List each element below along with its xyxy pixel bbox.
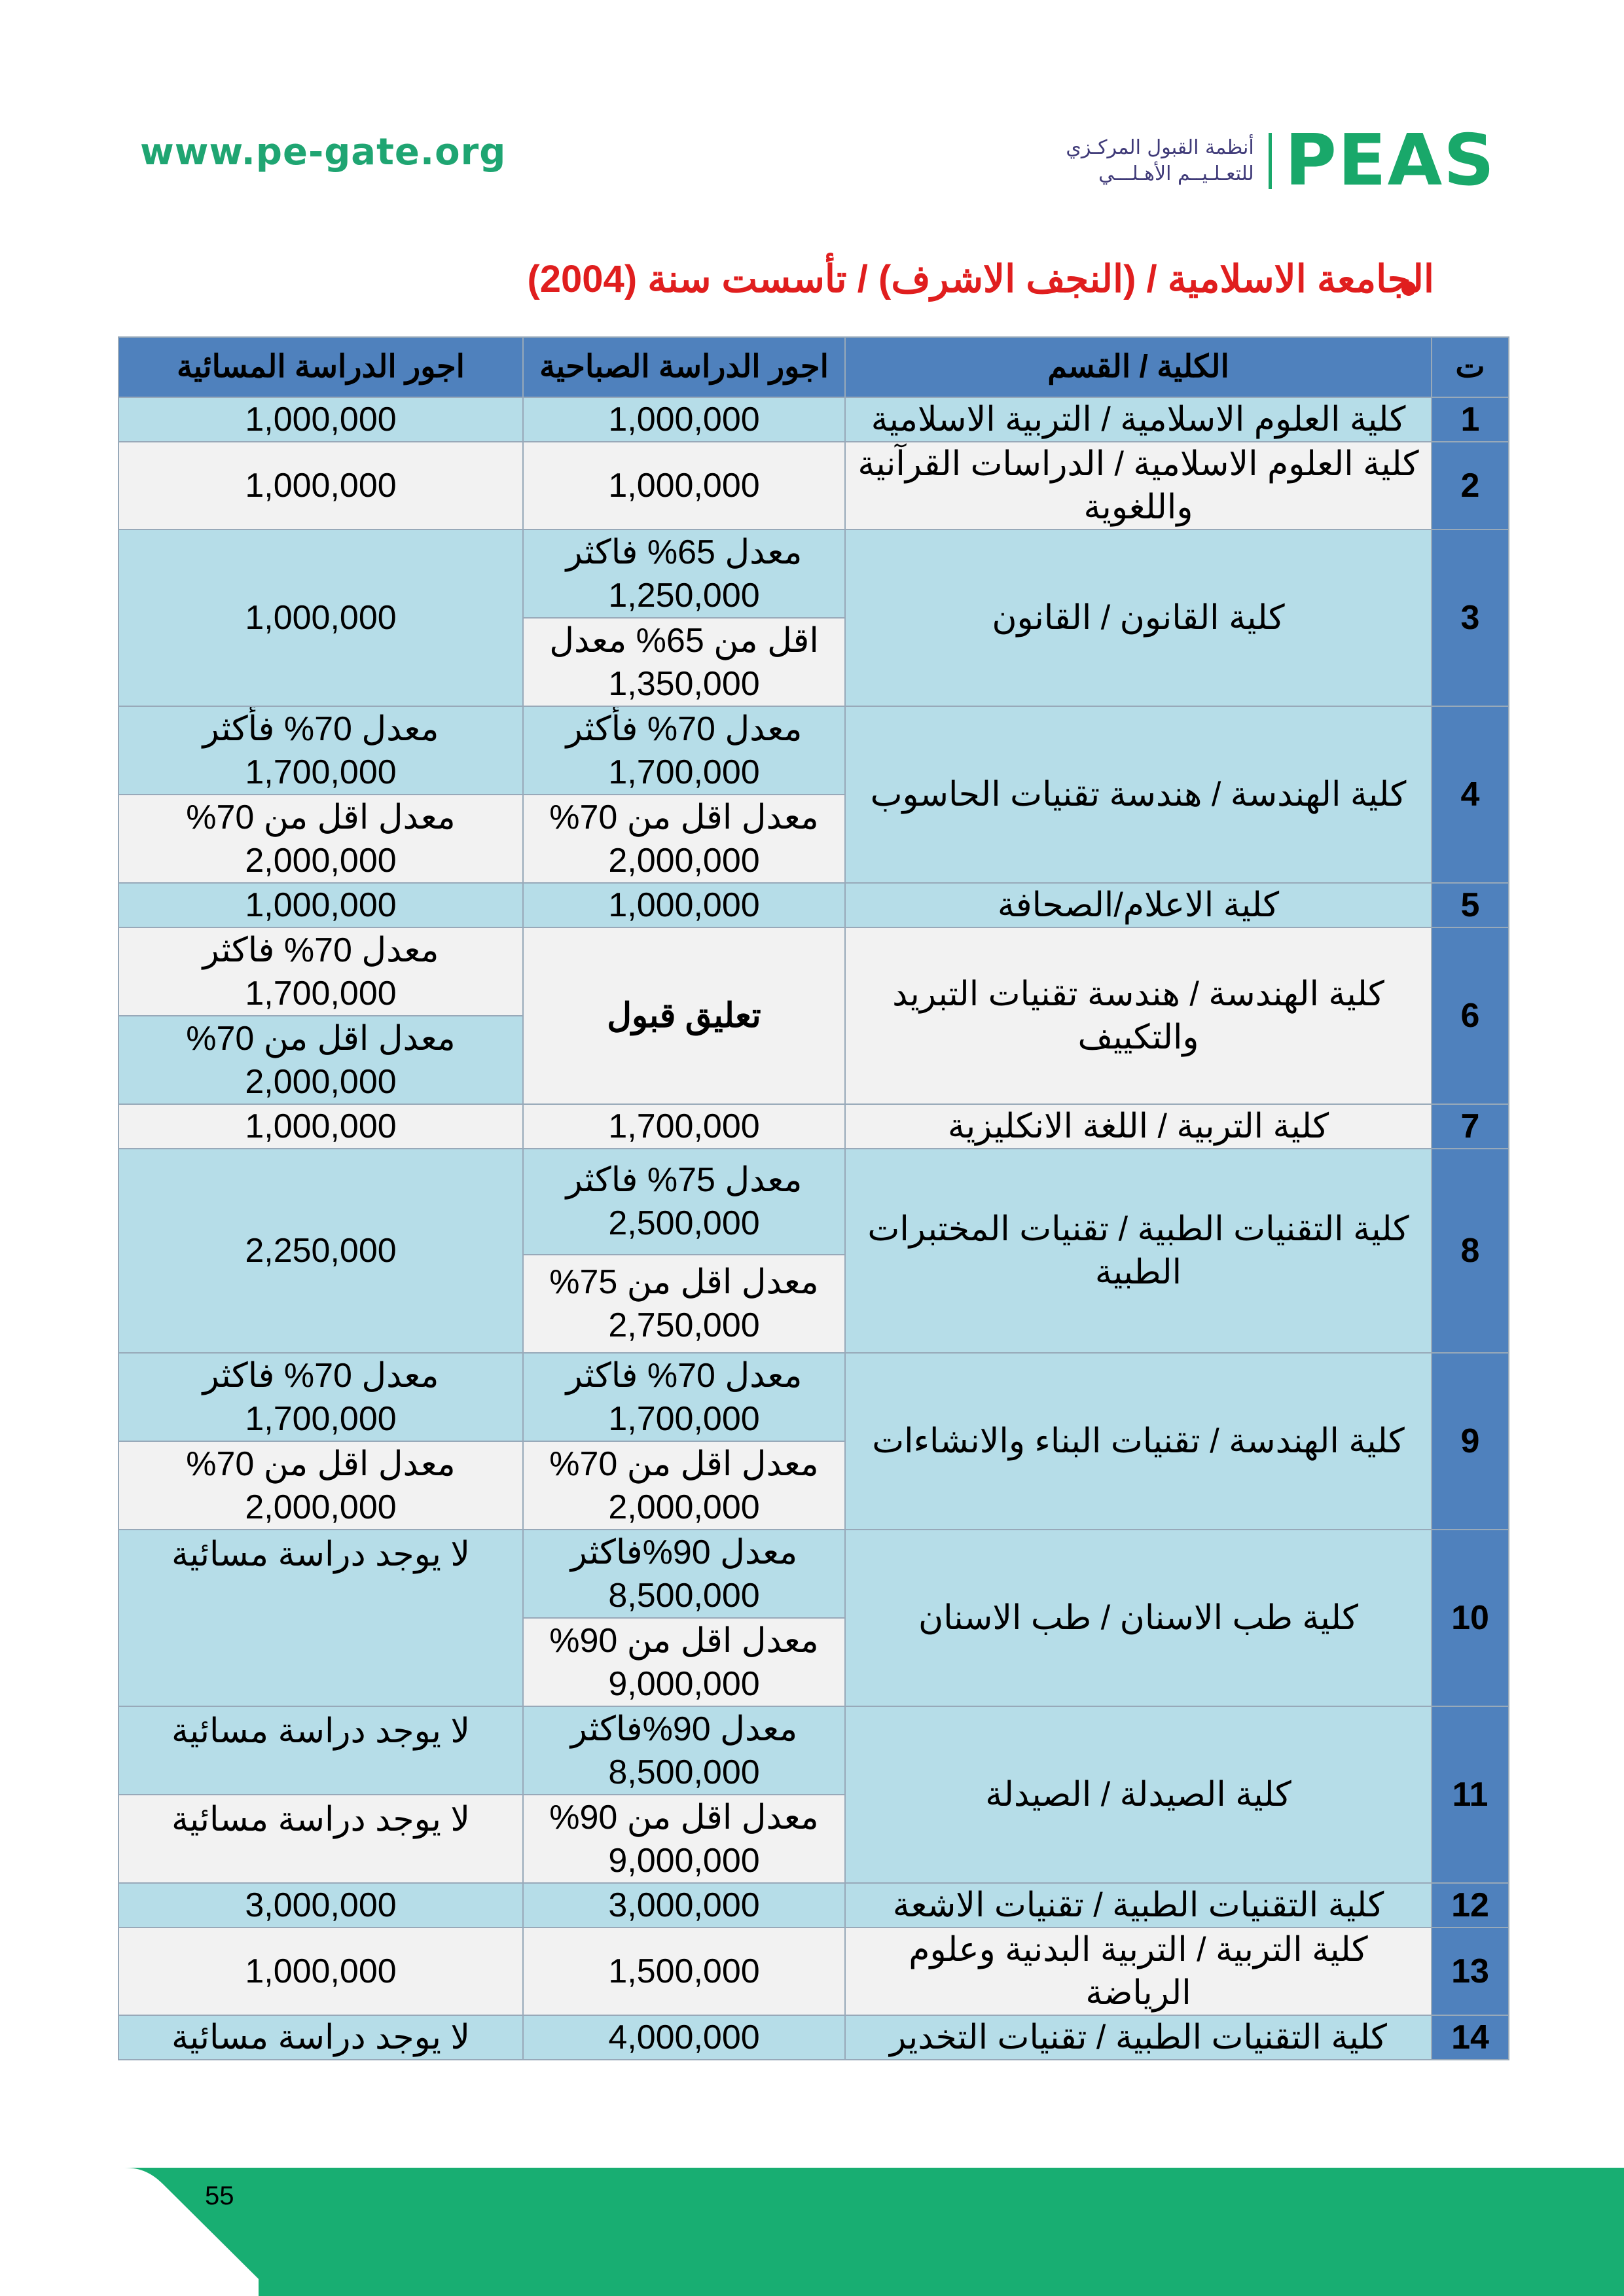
college-name: كلية التقنيات الطبية / تقنيات التخدير	[845, 2015, 1432, 2060]
morning-fee-high: معدل 70% فأكثر 1,700,000	[523, 706, 845, 795]
row-number: 13	[1432, 1928, 1509, 2015]
morning-fee-low: اقل من 65% معدل 1,350,000	[523, 618, 845, 706]
morning-fee-high: معدل 90%فاكثر 8,500,000	[523, 1530, 845, 1618]
logo-line-1: أنظمة القبول المركـزي	[1066, 136, 1254, 159]
college-name: كلية العلوم الاسلامية / الدراسات القرآنية واللغوية	[845, 442, 1432, 529]
no-evening-study: لا يوجد دراسة مسائية	[118, 1795, 523, 1883]
no-evening-study: لا يوجد دراسة مسائية	[118, 1706, 523, 1795]
row-number: 12	[1432, 1883, 1509, 1928]
morning-fee-high: معدل 75% فاكثر 2,500,000	[523, 1149, 845, 1255]
morning-fee: 1,000,000	[523, 397, 845, 442]
table-row	[118, 706, 1509, 795]
row-number: 2	[1432, 442, 1509, 529]
page-title: الجامعة الاسلامية / (النجف الاشرف) / تأسست سنة (2004)	[527, 258, 1434, 300]
evening-fee-low: معدل اقل من 70% 2,000,000	[118, 795, 523, 883]
table-row	[118, 1149, 1509, 1255]
logo-line-2: للتعـلـيــم الأهـلـــي	[1098, 162, 1254, 185]
table-header-row	[118, 337, 1509, 397]
morning-fee-low: معدل اقل من 90% 9,000,000	[523, 1618, 845, 1706]
evening-fee-low: معدل اقل من 70% 2,000,000	[118, 1016, 523, 1104]
fees-table	[118, 336, 1509, 2060]
morning-fee: 3,000,000	[523, 1883, 845, 1928]
college-name: كلية التربية / اللغة الانكليزية	[845, 1104, 1432, 1149]
morning-fee: 4,000,000	[523, 2015, 845, 2060]
morning-fee-high: معدل 70% فاكثر 1,700,000	[523, 1353, 845, 1441]
table-row	[118, 529, 1509, 618]
logo-divider	[1269, 133, 1272, 189]
morning-fee-low: معدل اقل من 70% 2,000,000	[523, 795, 845, 883]
evening-fee-low: معدل اقل من 70% 2,000,000	[118, 1441, 523, 1530]
table-row	[118, 442, 1509, 529]
evening-fee: 1,000,000	[118, 883, 523, 927]
college-name: كلية العلوم الاسلامية / التربية الاسلامية	[845, 397, 1432, 442]
college-name: كلية التقنيات الطبية / تقنيات الاشعة	[845, 1883, 1432, 1928]
header-college: الكلية / القسم	[845, 337, 1432, 397]
evening-fee-high: معدل 70% فاكثر 1,700,000	[118, 927, 523, 1016]
evening-fee: 1,000,000	[118, 529, 523, 706]
college-name: كلية القانون / القانون	[845, 529, 1432, 706]
college-name: كلية طب الاسنان / طب الاسنان	[845, 1530, 1432, 1706]
evening-fee: 1,000,000	[118, 397, 523, 442]
evening-fee: 3,000,000	[118, 1883, 523, 1928]
row-number: 5	[1432, 883, 1509, 927]
evening-fee: 2,250,000	[118, 1149, 523, 1353]
morning-fee-low: معدل اقل من 90% 9,000,000	[523, 1795, 845, 1883]
header-morning: اجور الدراسة الصباحية	[523, 337, 845, 397]
morning-fee: 1,700,000	[523, 1104, 845, 1149]
row-number: 11	[1432, 1706, 1509, 1883]
morning-fee-low: معدل اقل من 75% 2,750,000	[523, 1255, 845, 1353]
header-evening: اجور الدراسة المسائية	[118, 337, 523, 397]
college-name: كلية التقنيات الطبية / تقنيات المختبرات الطبية	[845, 1149, 1432, 1353]
table-row	[118, 1883, 1509, 1928]
row-number: 4	[1432, 706, 1509, 883]
table-row	[118, 1530, 1509, 1618]
table-row	[118, 2015, 1509, 2060]
row-number: 9	[1432, 1353, 1509, 1530]
college-name: كلية الهندسة / هندسة تقنيات الحاسوب	[845, 706, 1432, 883]
row-number: 7	[1432, 1104, 1509, 1149]
morning-fee: 1,500,000	[523, 1928, 845, 2015]
college-name: كلية الهندسة / تقنيات البناء والانشاءات	[845, 1353, 1432, 1530]
row-number: 6	[1432, 927, 1509, 1104]
no-evening-study: لا يوجد دراسة مسائية	[118, 2015, 523, 2060]
morning-fee: 1,000,000	[523, 442, 845, 529]
row-number: 3	[1432, 529, 1509, 706]
morning-fee-high: معدل 90%فاكثر 8,500,000	[523, 1706, 845, 1795]
logo-arabic-text	[1066, 135, 1254, 187]
college-name: كلية الهندسة / هندسة تقنيات التبريد والتكييف	[845, 927, 1432, 1104]
page-number: 55	[205, 2181, 234, 2210]
logo-brand: PEAS	[1284, 120, 1496, 202]
table-row	[118, 927, 1509, 1016]
morning-fee-high: معدل 65% فاكثر 1,250,000	[523, 529, 845, 618]
admission-suspended: تعليق قبول	[523, 927, 845, 1104]
morning-fee: 1,000,000	[523, 883, 845, 927]
table-row	[118, 1353, 1509, 1441]
peas-logo	[1066, 120, 1496, 202]
table-row	[118, 397, 1509, 442]
morning-fee-low: معدل اقل من 70% 2,000,000	[523, 1441, 845, 1530]
evening-fee-high: معدل 70% فاكثر 1,700,000	[118, 1353, 523, 1441]
no-evening-study: لا يوجد دراسة مسائية	[118, 1530, 523, 1706]
row-number: 14	[1432, 2015, 1509, 2060]
table-row	[118, 1928, 1509, 2015]
website-url: www.pe-gate.org	[140, 131, 507, 173]
row-number: 8	[1432, 1149, 1509, 1353]
college-name: كلية التربية / التربية البدنية وعلوم الرياضة	[845, 1928, 1432, 2015]
table-row	[118, 1706, 1509, 1795]
evening-fee: 1,000,000	[118, 1928, 523, 2015]
row-number: 10	[1432, 1530, 1509, 1706]
row-number: 1	[1432, 397, 1509, 442]
evening-fee-high: معدل 70% فأكثر 1,700,000	[118, 706, 523, 795]
college-name: كلية الصيدلة / الصيدلة	[845, 1706, 1432, 1883]
table-row	[118, 1104, 1509, 1149]
evening-fee: 1,000,000	[118, 442, 523, 529]
evening-fee: 1,000,000	[118, 1104, 523, 1149]
table-row	[118, 883, 1509, 927]
header-no: ت	[1432, 337, 1509, 397]
college-name: كلية الاعلام/الصحافة	[845, 883, 1432, 927]
